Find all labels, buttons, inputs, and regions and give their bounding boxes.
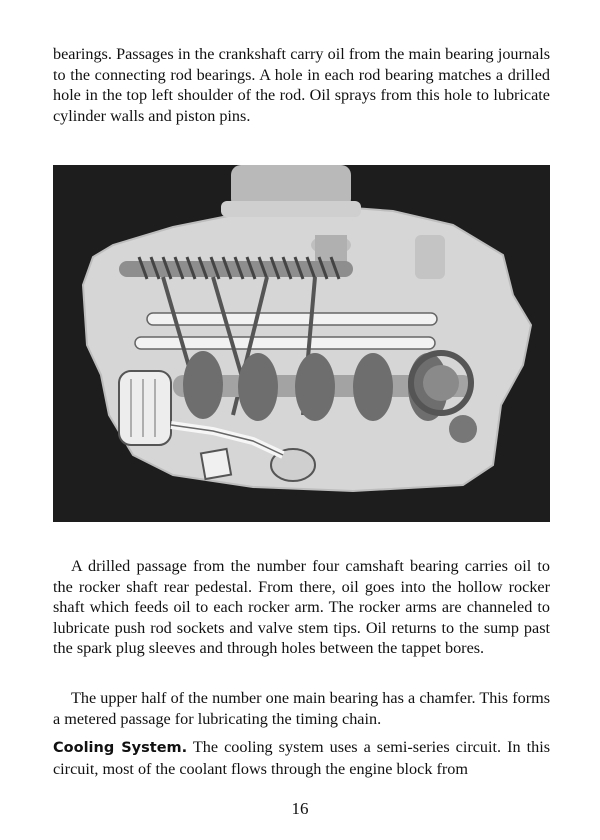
paragraph-rocker-shaft-lubrication: A drilled passage from the number four camshaft bearing carries oil to the rocker shaft rear pedestal. From there, oil goes into the hollow rocker shaft which feeds oil to each rocker arm. The rocker arms are channeled to lubricate push rod sockets and valve stem tips. Oil returns to the sump past the spark plug sleeves and through holes between the tappet bores. (53, 557, 550, 657)
paragraph-lubrication-crankshaft: bearings. Passages in the crankshaft carry oil from the main bearing journals to the connecting rod bearings. A hole in each rod bearing matches a drilled hole in the top left shoulder of the rod. Oil sprays from this hole to lubricate cylinder walls and piston pins. (53, 45, 550, 125)
paragraph-timing-chain-lubrication: The upper half of the number one main bearing has a chamfer. This forms a metered passage for lubricating the timing chain. (53, 689, 550, 728)
engine-lubrication-figure (53, 165, 550, 522)
paragraph-cooling-system (53, 737, 550, 779)
engine-cutaway-illustration (53, 165, 550, 522)
page-number: 16 (291, 799, 309, 818)
cooling-system-heading: Cooling System. (53, 740, 188, 756)
cooling-system-body: The cooling system uses a semi-series circuit. In this circuit, most of the coolant flows through the engine block from (53, 738, 550, 778)
